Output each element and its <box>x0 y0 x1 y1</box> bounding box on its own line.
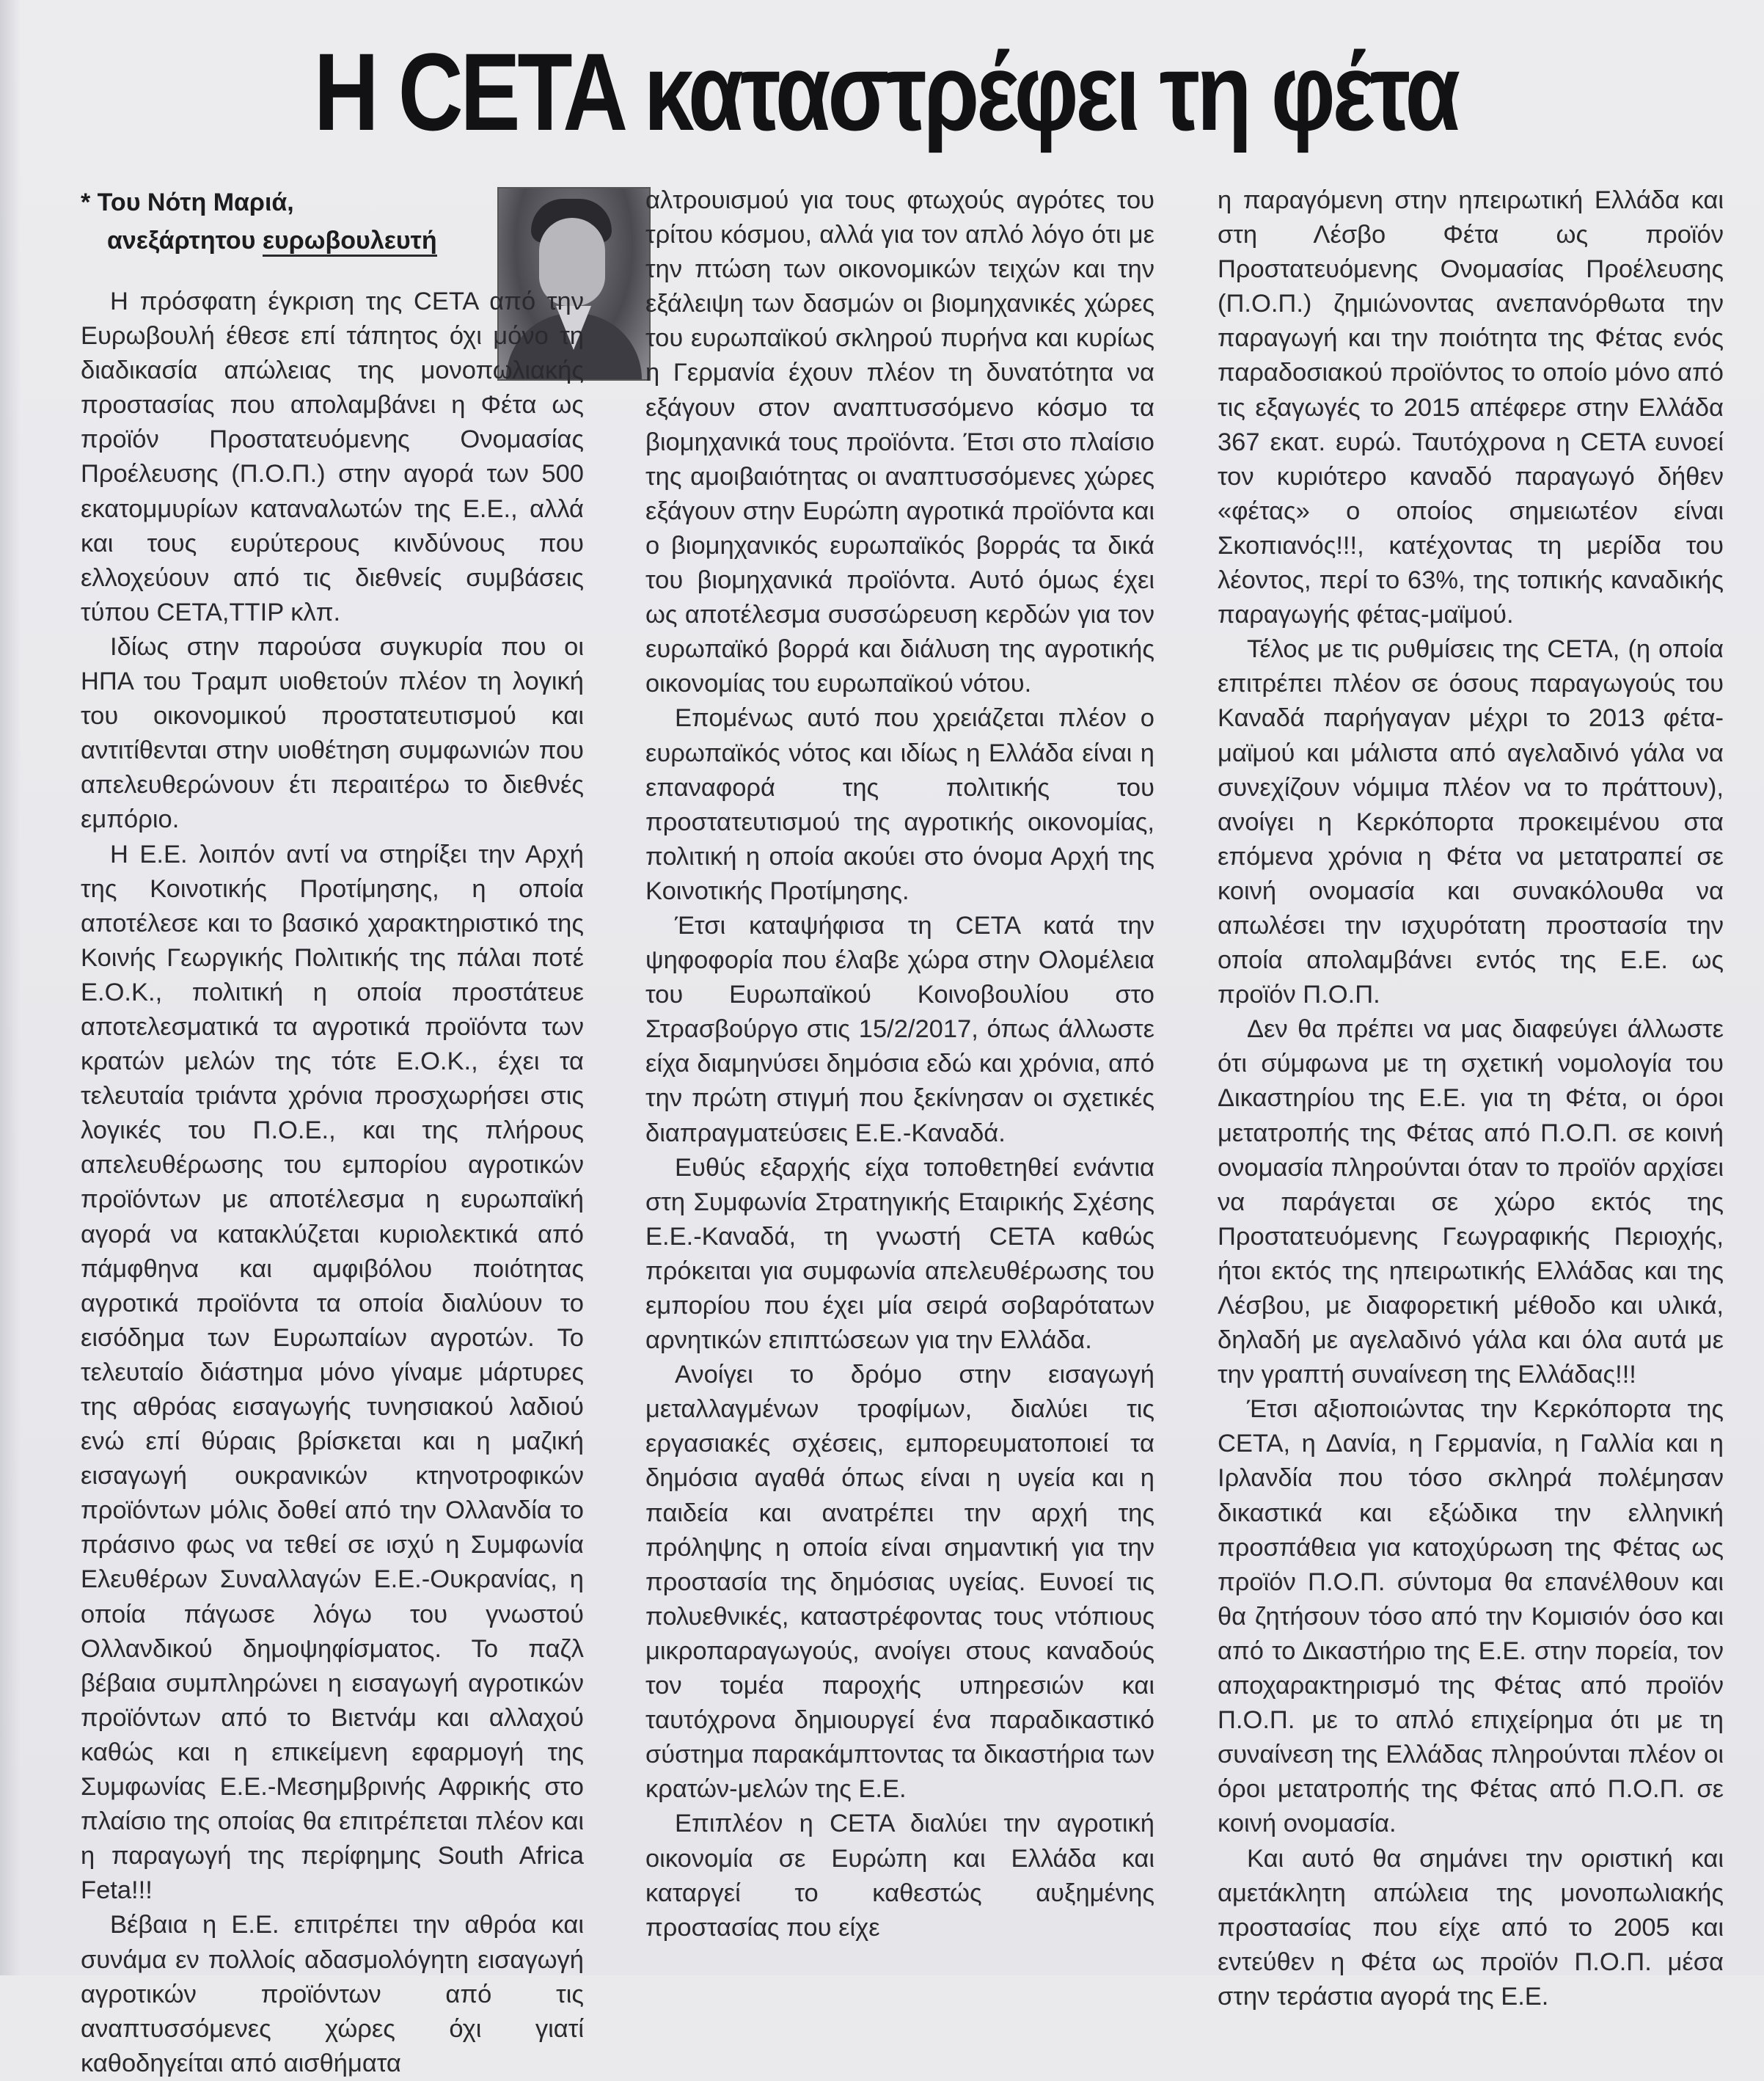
article-headline: Η CETA καταστρέφει τη φέτα <box>313 30 1457 153</box>
paragraph: Έτσι καταψήφισα τη CETA κατά την ψηφοφορία που έλαβε χώρα στην Ολομέλεια του Ευρωπαϊκού Κοινοβουλίου στο Στρασβούργο στις 15/2/2017, όπως άλλωστε είχα διαμηνύσει δημόσια εδώ και χρόνια, από την πρώτη στιγμή που ξεκίνησαν οι σχετικές διαπραγματεύσεις Ε.Ε.-Καναδά. <box>645 911 1154 1147</box>
paragraph: Βέβαια η Ε.Ε. επιτρέπει την αθρόα και συνάμα εν πολλοίς αδασμολόγητη εισαγωγή αγροτικών προϊόντων από τις αναπτυσσόμενες χώρες όχι γιατί καθοδηγείται από αισθήματα <box>81 1911 584 2077</box>
byline-author: * Του Νότη Μαριά, <box>81 189 294 216</box>
article-column-2 <box>645 183 1154 1944</box>
paragraph: Επιπλέον η CETA διαλύει την αγροτική οικονομία σε Ευρώπη και Ελλάδα και καταργεί το καθεστώς αυξημένης προστασίας που είχε <box>645 1810 1154 1942</box>
paragraph: Η Ε.Ε. λοιπόν αντί να στηρίξει την Αρχή της Κοινοτικής Προτίμησης, η οποία αποτέλεσε και το βασικό χαρακτηριστικό της Κοινής Γεωργικής Πολιτικής της πάλαι ποτέ Ε.Ο.Κ., πολιτική η οποία προστάτευε αποτελεσματικά τα αγροτικά προϊόντα των κρατών μελών της τότε Ε.Ο.Κ., έχει τα τελευταία τριάντα χρόνια προσχωρήσει στις λογικές του Π.Ο.Ε., και της πλήρους απελευθέρωσης του εμπορίου αγροτικών προϊόντων με αποτέλεσμα η ευρωπαϊκή αγορά να κατακλύζεται κυριολεκτικά από πάμφθηνα και αμφιβόλου ποιότητας αγροτικά προϊόντα τα οποία διαλύουν το εισόδημα των Ευρωπαίων αγροτών. Το τελευταίο διάστημα μόνο γίναμε μάρτυρες της αθρόας εισαγωγής τυνησιακού λαδιού ενώ επί θύραις βρίσκεται και η μαζική εισαγωγή ουκρανικών κτηνοτροφικών προϊόντων μόλις δοθεί από την Ολλανδία το πράσινο φως να τεθεί σε ισχύ η Συμφωνία Ελευθέρων Συναλλαγών Ε.Ε.-Ουκρανίας, η οποία πάγωσε λόγω του γνωστού Ολλανδικού δημοψηφίσματος. Το παζλ βέβαια συμπληρώνει η εισαγωγή αγροτικών προϊόντων από το Βιετνάμ και αλλαχού καθώς και η επικείμενη εφαρμογή της Συμφωνίας Ε.Ε.-Μεσημβρινής Αφρικής στο πλαίσιο της οποίας θα επιτρέπεται πλέον και η παραγωγή της περίφημης South Africa Feta!!! <box>81 840 584 1905</box>
byline-role-plain: ανεξάρτητου <box>107 227 263 255</box>
paragraph: Επομένως αυτό που χρειάζεται πλέον ο ευρωπαϊκός νότος και ιδίως η Ελλάδα είναι η επαναφορά της πολιτικής του προστατευτισμού της αγροτικής οικονομίας, πολιτική η οποία ακούει στο όνομα Αρχή της Κοινοτικής Προτίμησης. <box>645 704 1154 905</box>
paragraph: Έτσι αξιοποιώντας την Κερκόπορτα της CETA, η Δανία, η Γερμανία, η Γαλλία και η Ιρλανδία που τόσο σκληρά πολέμησαν δικαστικά και εξώδικα την ελληνική προσπάθεια για κατοχύρωση της Φέτας ως προϊόν Π.Ο.Π. σύντομα θα επανέλθουν και θα ζητήσουν τόσο από την Κομισιόν όσο και από το Δικαστήριο της Ε.Ε. στην πορεία, τον αποχαρακτηρισμό της Φέτας από προϊόν Π.Ο.Π. με το απλό επιχείρημα ότι με τη συναίνεση της Ελλάδας πληρούνται πλέον οι όροι μετατροπής της Φέτας από Π.Ο.Π. σε κοινή ονομασία. <box>1218 1395 1724 1838</box>
paragraph: Και αυτό θα σημάνει την οριστική και αμετάκλητη απώλεια της μονοπωλιακής προστασίας που είχε από το 2005 και εντεύθεν η Φέτα ως προϊόν Π.Ο.Π. μέσα στην τεράστια αγορά της Ε.Ε. <box>1218 1844 1724 2011</box>
paragraph: Δεν θα πρέπει να μας διαφεύγει άλλωστε ότι σύμφωνα με τη σχετική νομολογία του Δικαστηρίου της Ε.Ε. για τη Φέτα, οι όροι μετατροπής της Φέτας από Π.Ο.Π. σε κοινή ονομασία πληρούνται όταν το προϊόν αρχίσει να παράγεται σε χώρο εκτός της Προστατευόμενης Γεωγραφικής Περιοχής, ήτοι εκτός της ηπειρωτικής Ελλάδας και της Λέσβου, με διαφορετική μέθοδο και υλικά, δηλαδή με αγελαδινό γάλα και όλα αυτά με την γραπτή συναίνεση της Ελλάδας!!! <box>1218 1015 1724 1389</box>
paragraph: Η πρόσφατη έγκριση της CETA από την Ευρωβουλή έθεσε επί τάπητος όχι μόνο τη διαδικασία απώλειας της μονοπωλιακής προστασίας που απολαμβάνει η Φέτα ως προϊόν Προστατευόμενης Ονομασίας Προέλευσης (Π.Ο.Π.) στην αγορά των 500 εκατομμυρίων καταναλωτών της Ε.Ε., αλλά και τους ευρύτερους κινδύνους που ελλοχεύουν από τις διεθνείς συμβάσεις τύπου CETA,TTIP κλπ. <box>81 288 584 626</box>
paragraph: Ιδίως στην παρούσα συγκυρία που οι ΗΠΑ του Τραμπ υιοθετούν πλέον τη λογική του οικονομικού προστατευτισμού και αντιτίθενται στην υιοθέτηση συμφωνιών που απελευθερώνουν έτι περαιτέρω το διεθνές εμπόριο. <box>81 632 584 834</box>
article-column-1 <box>81 183 584 2077</box>
author-byline <box>81 183 491 260</box>
paragraph: Ανοίγει το δρόμο στην εισαγωγή μεταλλαγμένων τροφίμων, διαλύει τις εργασιακές σχέσεις, εμπορευματοποιεί τα δημόσια αγαθά όπως είναι η υγεία και η παιδεία και ανατρέπει την αρχή της πρόληψης η οποία είναι σημαντική για την προστασία της δημόσιας υγείας. Ευνοεί τις πολυεθνικές, καταστρέφοντας τους ντόπιους μικροπαραγωγούς, ανοίγει στους καναδούς τον τομέα παροχής υπηρεσιών και ταυτόχρονα δημιουργεί ένα παραδικαστικό σύστημα παρακάμπτοντας τα δικαστήρια των κρατών-μελών της Ε.Ε. <box>645 1361 1154 1804</box>
paragraph-continued: αλτρουισμού για τους φτωχούς αγρότες του τρίτου κόσμου, αλλά για τον απλό λόγο ότι με την πτώση των οικονομικών τειχών και την εξάλειψη των δασμών οι βιομηχανικές χώρες του ευρωπαϊκού σκληρού πυρήνα και κυρίως η Γερμανία έχουν πλέον τη δυνατότητα να εξάγουν στον αναπτυσσόμενο κόσμο τα βιομηχανικά τους προϊόντα. Έτσι στο πλαίσιο της αμοιβαιότητας οι αναπτυσσόμενες χώρες εξάγουν στην Ευρώπη αγροτικά προϊόντα και ο βιομηχανικός ευρωπαϊκός βορράς τα δικά του βιομηχανικά προϊόντα. Αυτό όμως έχει ως αποτέλεσμα συσσώρευση κερδών για τον ευρωπαϊκό βορρά και διάλυση της αγροτικής οικονομίας του ευρωπαϊκού νότου. <box>645 186 1154 698</box>
paragraph: Τέλος με τις ρυθμίσεις της CETA, (η οποία επιτρέπει πλέον σε όσους παραγωγούς του Καναδά παρήγαγαν μέχρι το 2013 φέτα-μαϊμού και μάλιστα από αγελαδινό γάλα να συνεχίζουν νόμιμα πλέον να το πράττουν), ανοίγει η Κερκόπορτα προκειμένου στα επόμενα χρόνια η Φέτα να μετατραπεί σε κοινή ονομασία και συνακόλουθα να απωλέσει την ισχυρότατη προστασία την οποία απολαμβάνει εντός της Ε.Ε. ως προϊόν Π.Ο.Π. <box>1218 635 1724 1009</box>
paragraph: Ευθύς εξαρχής είχα τοποθετηθεί ενάντια στη Συμφωνία Στρατηγικής Εταιρικής Σχέσης Ε.Ε.-Καναδά, τη γνωστή CETA καθώς πρόκειται για συμφωνία απελευθέρωσης του εμπορίου που έχει μία σειρά σοβαρότατων αρνητικών επιπτώσεων για την Ελλάδα. <box>645 1153 1154 1355</box>
byline-role-underlined: ευρωβουλευτή <box>263 227 437 257</box>
article-column-3 <box>1218 183 1724 2011</box>
paragraph-continued: η παραγόμενη στην ηπειρωτική Ελλάδα και στη Λέσβο Φέτα ως προϊόν Προστατευόμενης Ονομασίας Προέλευσης (Π.Ο.Π.) ζημιώνοντας ανεπανόρθωτα την παραγωγή και την ποιότητα της Φέτας ενός παραδοσιακού προϊόντος το οποίο μόνο από τις εξαγωγές το 2015 απέφερε στην Ελλάδα 367 εκατ. ευρώ. Ταυτόχρονα η CETA ευνοεί τον κυριότερο καναδό παραγωγό δήθεν «φέτας» ο οποίος σημειωτέον είναι Σκοπιανός!!!, κατέχοντας τη μερίδα του λέοντος, περί το 63%, της τοπικής καναδικής παραγωγής φέτας-μαϊμού. <box>1218 186 1724 629</box>
byline-role <box>81 222 491 260</box>
